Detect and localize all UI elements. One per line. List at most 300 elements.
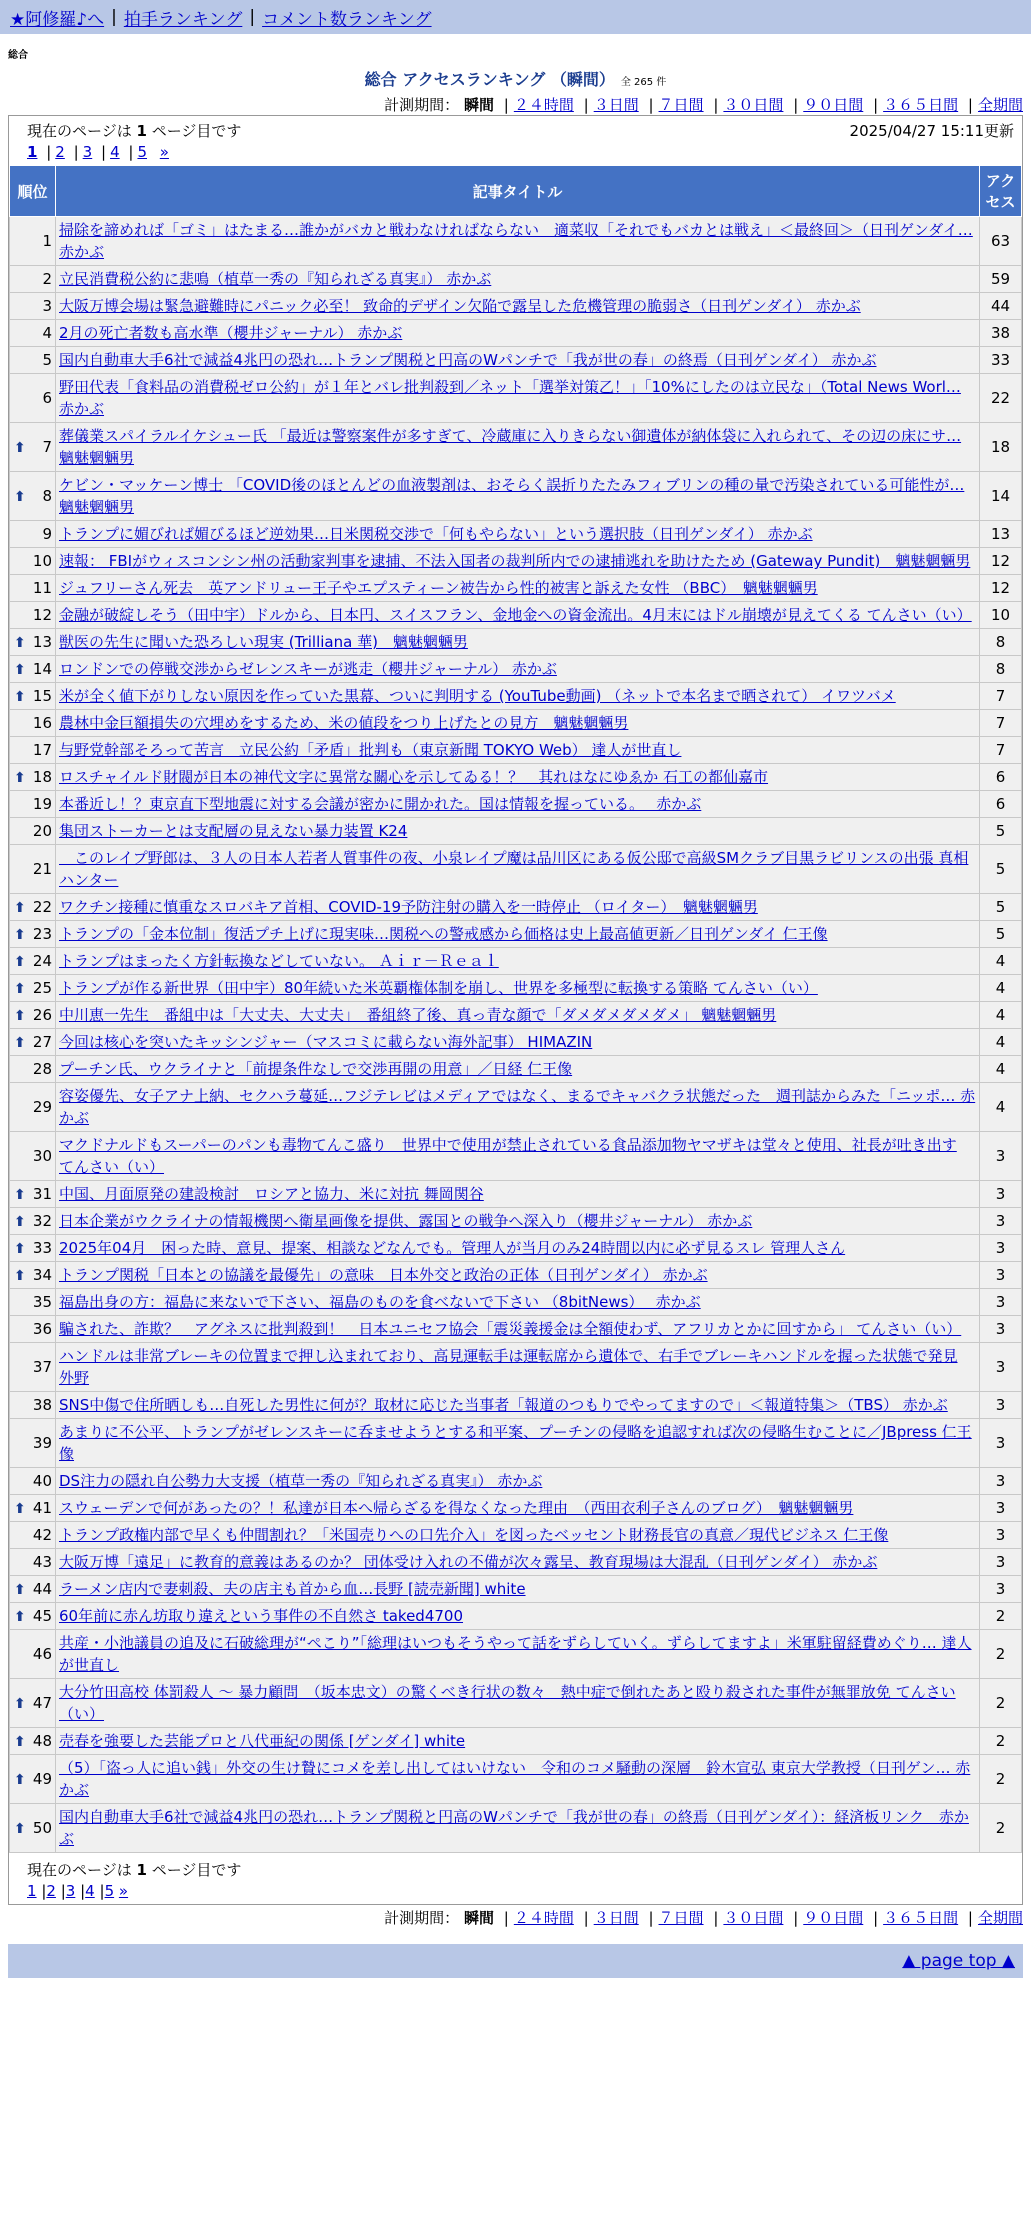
title-cell (56, 710, 980, 737)
access-count: 5 (980, 921, 1022, 948)
access-count: 3 (980, 1549, 1022, 1576)
pager-page-1[interactable]: 1 (27, 143, 38, 161)
ranking-container (8, 115, 1023, 1905)
title-cell (56, 320, 980, 347)
table-row (10, 1419, 1022, 1468)
title-cell (56, 845, 980, 894)
rank-up-arrow-icon: ⬆ (14, 770, 26, 786)
rank-cell (10, 266, 56, 293)
access-count: 14 (980, 472, 1022, 521)
rank-cell (10, 948, 56, 975)
access-count: 33 (980, 347, 1022, 374)
rank-cell (10, 548, 56, 575)
access-count: 18 (980, 423, 1022, 472)
rank-up-arrow-icon: ⬆ (14, 440, 26, 456)
rank-number: 32 (32, 1212, 52, 1230)
title-cell (56, 1289, 980, 1316)
article-link[interactable]: 農林中金巨額損失の穴埋めをするため、米の値段をつり上げたとの見方 魑魅魍魎男 (59, 714, 629, 732)
article-link[interactable]: 国内自動車大手6社で減益4兆円の恐れ…トランプ関税と円高のWパンチで「我が世の春」の終焉（日刊ゲンダイ）：経済板リンク 赤かぶ (59, 1808, 969, 1848)
rank-cell (10, 1002, 56, 1029)
access-count: 6 (980, 791, 1022, 818)
rank-number: 13 (32, 633, 52, 651)
pager-page-5[interactable]: 5 (104, 1882, 115, 1900)
rank-up-arrow-icon: ⬆ (14, 662, 26, 678)
access-count: 7 (980, 710, 1022, 737)
rank-up-arrow-icon: ⬆ (14, 1501, 26, 1517)
article-link[interactable]: プーチン氏、ウクライナと「前提条件なしで交渉再開の用意」／日経 仁王像 (59, 1060, 573, 1078)
rank-cell (10, 1603, 56, 1630)
rank-up-arrow-icon: ⬆ (14, 1582, 26, 1598)
article-link[interactable]: トランプに媚びれば媚びるほど逆効果…日米関税交渉で「何もやらない」という選択肢（日刊ゲンダイ） 赤かぶ (59, 525, 813, 543)
title-cell (56, 1419, 980, 1468)
table-row (10, 1392, 1022, 1419)
title-cell (56, 1208, 980, 1235)
rank-number: 44 (32, 1580, 52, 1598)
access-count: 2 (980, 1728, 1022, 1755)
nav-separator: | (249, 7, 256, 27)
title-cell (56, 347, 980, 374)
access-count: 3 (980, 1468, 1022, 1495)
rank-number: 36 (32, 1320, 52, 1338)
title-cell (56, 472, 980, 521)
access-count: 5 (980, 818, 1022, 845)
rank-number: 42 (32, 1526, 52, 1544)
title-cell (56, 791, 980, 818)
article-link[interactable]: トランプ政権内部で早くも仲間割れ？「米国売りへの口先介入」を図ったベッセント財務長官の真意／現代ビジネス 仁王像 (59, 1526, 889, 1544)
article-link[interactable]: ラーメン店内で妻刺殺、夫の店主も首から血…長野 [読売新聞] white (59, 1580, 526, 1598)
rank-number: 18 (32, 768, 52, 786)
period-24h[interactable]: ２４時間 (513, 1909, 574, 1927)
rank-number: 31 (32, 1185, 52, 1203)
title-cell (56, 575, 980, 602)
rank-number: 33 (32, 1239, 52, 1257)
rank-cell (10, 320, 56, 347)
rank-header: 順位 (10, 166, 56, 217)
access-count: 63 (980, 217, 1022, 266)
title-cell (56, 1316, 980, 1343)
rank-cell (10, 656, 56, 683)
rank-number: 19 (32, 795, 52, 813)
rank-number: 12 (32, 606, 52, 624)
pager-bottom: 1 |2 |3 |4 |5 » (27, 1882, 129, 1900)
rank-number: 6 (42, 389, 52, 407)
access-count: 13 (980, 521, 1022, 548)
rank-number: 14 (32, 660, 52, 678)
access-count: 3 (980, 1343, 1022, 1392)
article-link[interactable]: （5）「盗っ人に追い銭」外交の生け贄にコメを差し出してはいけない 令和のコメ騒動の深層 鈴木宣弘 東京大学教授（日刊ゲン… 赤かぶ (59, 1759, 971, 1799)
period-3d[interactable]: ３日間 (593, 96, 639, 114)
table-row (10, 818, 1022, 845)
title-cell (56, 1679, 980, 1728)
rank-cell (10, 1235, 56, 1262)
table-row (10, 1755, 1022, 1804)
table-row (10, 1316, 1022, 1343)
rank-cell (10, 374, 56, 423)
updated-timestamp: 2025/04/27 15:11更新 (849, 122, 1014, 140)
access-count: 6 (980, 764, 1022, 791)
pager-page-1[interactable]: 1 (27, 1882, 37, 1900)
rank-cell (10, 921, 56, 948)
period-90d[interactable]: ９０日間 (803, 96, 864, 114)
article-link[interactable]: 大阪万博会場は緊急避難時にパニック必至！ 致命的デザイン欠陥で露呈した危機管理の脆弱さ（日刊ゲンダイ） 赤かぶ (59, 297, 861, 315)
rank-up-arrow-icon: ⬆ (14, 1734, 26, 1750)
table-row (10, 948, 1022, 975)
period-30d[interactable]: ３０日間 (723, 1909, 784, 1927)
title-cell (56, 737, 980, 764)
comment-ranking-link[interactable]: コメント数ランキング (262, 9, 432, 30)
access-count: 7 (980, 737, 1022, 764)
article-link[interactable]: 国内自動車大手6社で減益4兆円の恐れ…トランプ関税と円高のWパンチで「我が世の春」の終焉（日刊ゲンダイ） 赤かぶ (59, 351, 877, 369)
rank-number: 38 (32, 1396, 52, 1414)
rank-cell (10, 1181, 56, 1208)
title-cell (56, 948, 980, 975)
asyura-home-link[interactable]: ★阿修羅♪へ (10, 9, 105, 30)
category-label: 総合 (8, 50, 28, 61)
access-count: 2 (980, 1755, 1022, 1804)
rank-cell (10, 602, 56, 629)
table-row (10, 602, 1022, 629)
period-all[interactable]: 全期間 (977, 1909, 1023, 1927)
title-cell (56, 217, 980, 266)
article-link[interactable]: スウェーデンで何があったの？！私達が日本へ帰らざるを得なくなった理由 （西田衣利子さんのブログ） 魑魅魍魎男 (59, 1499, 854, 1517)
rank-up-arrow-icon: ⬆ (14, 1008, 26, 1024)
table-row (10, 764, 1022, 791)
rank-number: 41 (32, 1499, 52, 1517)
article-link[interactable]: 容姿優先、女子アナ上納、セクハラ蔓延…フジテレビはメディアではなく、まるでキャバクラ状態だった 週刊誌からみた「ニッポ… 赤かぶ (59, 1087, 976, 1127)
table-row (10, 656, 1022, 683)
rank-cell (10, 764, 56, 791)
page-title (0, 67, 1031, 90)
rank-up-arrow-icon: ⬆ (14, 1772, 26, 1788)
rank-cell (10, 845, 56, 894)
article-link[interactable]: 大分竹田高校 体罰殺人 〜 暴力顧問 （坂本忠文）の驚くべき行状の数々 熱中症で倒れたあと殴り殺された事件が無罪放免 てんさい（い） (59, 1683, 956, 1723)
pager-next[interactable]: » (118, 1882, 129, 1900)
rank-cell (10, 1630, 56, 1679)
table-row (10, 1549, 1022, 1576)
rank-cell (10, 575, 56, 602)
rank-number: 45 (32, 1607, 52, 1625)
access-count: 7 (980, 683, 1022, 710)
article-link[interactable]: 大阪万博「遠足」に教育的意義はあるのか？ 団体受け入れの不備が次々露呈、教育現場は大混乱（日刊ゲンダイ） 赤かぶ (59, 1553, 878, 1571)
title-cell (56, 1630, 980, 1679)
rank-number: 35 (32, 1293, 52, 1311)
rank-up-arrow-icon: ⬆ (14, 927, 26, 943)
title-cell (56, 1468, 980, 1495)
page-top-link[interactable]: ▲ page top ▲ (902, 1951, 1015, 1971)
title-cell (56, 1343, 980, 1392)
period-30d[interactable]: ３０日間 (723, 96, 784, 114)
rank-number: 48 (32, 1732, 52, 1750)
table-row (10, 791, 1022, 818)
rank-number: 4 (42, 324, 52, 342)
period-7d[interactable]: ７日間 (658, 96, 704, 114)
title-cell (56, 423, 980, 472)
article-link[interactable]: 金融が破綻しそう（田中宇）ドルから、日本円、スイスフラン、金地金への資金流出。4月末にはドル崩壊が見えてくる てんさい（い） (59, 606, 972, 624)
table-row (10, 1002, 1022, 1029)
article-link[interactable]: SNS中傷で住所晒しも…自死した男性に何が？取材に応じた当事者「報道のつもりでやってますので」＜報道特集＞（TBS） 赤かぶ (59, 1396, 948, 1414)
access-count: 3 (980, 1262, 1022, 1289)
article-link[interactable]: トランプはまったく方針転換などしていない。 Ａｉｒ－Ｒｅａｌ (59, 952, 499, 970)
article-link[interactable]: ハンドルは非常ブレーキの位置まで押し込まれており、高見運転手は運転席から遺体で、右手でブレーキハンドルを握った状態で発見 外野 (59, 1347, 958, 1387)
rank-cell (10, 1468, 56, 1495)
rank-cell (10, 293, 56, 320)
title-cell (56, 521, 980, 548)
article-link[interactable]: あまりに不公平、トランプがゼレンスキーに呑ませようとする和平案、プーチンの侵略を追認すれば次の侵略生むことに／JBpress 仁王像 (59, 1423, 972, 1463)
rank-cell (10, 791, 56, 818)
title-cell (56, 1132, 980, 1181)
period-365d[interactable]: ３６５日間 (883, 1909, 959, 1927)
rank-cell (10, 683, 56, 710)
rank-number: 15 (32, 687, 52, 705)
title-cell (56, 1181, 980, 1208)
rank-up-arrow-icon: ⬆ (14, 689, 26, 705)
rank-cell (10, 710, 56, 737)
title-cell (56, 921, 980, 948)
article-link[interactable]: 日本企業がウクライナの情報機関へ衛星画像を提供、露国との戦争へ深入り（櫻井ジャーナル） 赤かぶ (59, 1212, 753, 1230)
title-header: 記事タイトル (56, 166, 980, 217)
table-row (10, 683, 1022, 710)
article-link[interactable]: 今回は核心を突いたキッシンジャー（マスコミに載らない海外記事） HIMAZIN (59, 1033, 593, 1051)
rank-number: 29 (32, 1098, 52, 1116)
title-cell (56, 1728, 980, 1755)
article-link[interactable]: 中川恵一先生 番組中は「大丈夫、大丈夫」 番組終了後、真っ青な顔で「ダメダメダメダメ」 魑魅魍魎男 (59, 1006, 777, 1024)
rank-number: 39 (32, 1434, 52, 1452)
title-cell (56, 894, 980, 921)
ranking-body (10, 217, 1022, 1853)
rank-number: 11 (32, 579, 52, 597)
article-link[interactable]: 60年前に赤ん坊取り違えという事件の不自然さ taked4700 (59, 1607, 464, 1625)
rank-cell (10, 1679, 56, 1728)
period-selector-bottom: 計測期間： 瞬間 | ２４時間 | ３日間 | ７日間 | ３０日間 | ９０日間 | ３６５日間 | 全期間 (384, 1909, 1023, 1927)
table-row (10, 472, 1022, 521)
table-row (10, 1630, 1022, 1679)
rank-up-arrow-icon: ⬆ (14, 1187, 26, 1203)
title-cell (56, 1576, 980, 1603)
rank-up-arrow-icon: ⬆ (14, 489, 26, 505)
rank-number: 22 (32, 898, 52, 916)
period-3d[interactable]: ３日間 (593, 1909, 639, 1927)
rank-cell (10, 347, 56, 374)
rank-number: 37 (32, 1358, 52, 1376)
title-cell (56, 1804, 980, 1853)
article-link[interactable]: 集団ストーカーとは支配層の見えない暴力装置 K24 (59, 822, 408, 840)
title-cell (56, 548, 980, 575)
article-link[interactable]: ジュフリーさん死去 英アンドリュー王子やエプスティーン被告から性的被害と訴えた女性 （BBC） 魑魅魍魎男 (59, 579, 818, 597)
table-row (10, 921, 1022, 948)
rank-up-arrow-icon: ⬆ (14, 1241, 26, 1257)
table-row (10, 1468, 1022, 1495)
article-link[interactable]: トランプの「金本位制」復活プチ上げに現実味…関税への警戒感から価格は史上最高値更新／日刊ゲンダイ 仁王像 (59, 925, 828, 943)
page-info-top (9, 116, 1022, 143)
rank-number: 10 (32, 552, 52, 570)
article-link[interactable]: 福島出身の方：福島に来ないで下さい、福島のものを食べないで下さい （8bitNews） 赤かぶ (59, 1293, 701, 1311)
table-row (10, 1603, 1022, 1630)
access-count: 4 (980, 1029, 1022, 1056)
access-count: 3 (980, 1235, 1022, 1262)
rank-cell (10, 1262, 56, 1289)
article-link[interactable]: 葬儀業スパイラルイケシュー氏 「最近は警察案件が多すぎて、冷蔵庫に入りきらない御遺体が納体袋に入れられて、その辺の床にサ… 魑魅魍魎男 (59, 427, 962, 467)
article-link[interactable]: 騙された、詐欺？ アグネスに批判殺到！ 日本ユニセフ協会「震災義援金は全額使わず、アフリカとかに回すから」 てんさい（い） (59, 1320, 962, 1338)
article-link[interactable]: ワクチン接種に慎重なスロバキア首相、COVID-19予防注射の購入を一時停止 （ロイター） 魑魅魍魎男 (59, 898, 758, 916)
period-label: 計測期間： (384, 1909, 460, 1927)
article-link[interactable]: 本番近し！？東京直下型地震に対する会議が密かに開かれた。国は情報を握っている。 赤かぶ (59, 795, 702, 813)
title-cell (56, 656, 980, 683)
table-row (10, 1679, 1022, 1728)
rank-cell (10, 629, 56, 656)
rank-up-arrow-icon: ⬆ (14, 954, 26, 970)
rank-cell (10, 1343, 56, 1392)
access-count: 22 (980, 374, 1022, 423)
rank-number: 34 (32, 1266, 52, 1284)
table-row (10, 1208, 1022, 1235)
rank-up-arrow-icon: ⬆ (14, 1214, 26, 1230)
access-count: 2 (980, 1630, 1022, 1679)
table-row (10, 575, 1022, 602)
ranking-title: 総合 アクセスランキング （瞬間） (364, 70, 615, 89)
access-count: 4 (980, 1083, 1022, 1132)
article-link[interactable]: トランプが作る新世界（田中宇）80年続いた米英覇権体制を崩し、世界を多極型に転換する策略 てんさい（い） (59, 979, 818, 997)
page-info-bottom: 現在のページは 1 ページ目です (27, 1861, 242, 1879)
rank-cell (10, 472, 56, 521)
article-link[interactable]: 与野党幹部そろって苦言 立民公約「矛盾」批判も（東京新聞 TOKYO Web） 達人が世直し (59, 741, 682, 759)
article-link[interactable]: 2025年04月 困った時、意見、提案、相談などなんでも。管理人が当月のみ24時間以内に必ず見るスレ 管理人さん (59, 1239, 846, 1257)
table-row (10, 1728, 1022, 1755)
title-cell (56, 1392, 980, 1419)
rank-up-arrow-icon: ⬆ (14, 1268, 26, 1284)
access-count: 3 (980, 1576, 1022, 1603)
pager-page-4[interactable]: 4 (85, 1882, 95, 1900)
article-link[interactable]: 野田代表「食料品の消費税ゼロ公約」が１年とバレ批判殺到／ネット「選挙対策乙！」「10%にしたのは立民な」（Total News Worl… 赤かぶ (59, 378, 961, 418)
title-cell (56, 629, 980, 656)
rank-cell (10, 975, 56, 1002)
rank-up-arrow-icon: ⬆ (14, 981, 26, 997)
rank-number: 30 (32, 1147, 52, 1165)
title-cell (56, 1549, 980, 1576)
period-label: 計測期間： (384, 96, 460, 114)
period-current: 瞬間 (463, 96, 494, 114)
table-row (10, 1132, 1022, 1181)
access-count: 38 (980, 320, 1022, 347)
rank-number: 23 (32, 925, 52, 943)
access-count: 2 (980, 1603, 1022, 1630)
nav-separator: | (111, 7, 117, 27)
period-all[interactable]: 全期間 (977, 96, 1023, 114)
table-row (10, 1522, 1022, 1549)
article-link[interactable]: このレイプ野郎は、３人の日本人若者人質事件の夜、小泉レイプ魔は品川区にある仮公邸で高級SMクラブ目黒ラビリンスの出張 真相ハンター (59, 849, 969, 889)
access-count: 2 (980, 1804, 1022, 1853)
rank-number: 49 (32, 1770, 52, 1788)
applause-ranking-link[interactable]: 拍手ランキング (123, 9, 243, 30)
title-cell (56, 1522, 980, 1549)
table-row (10, 1083, 1022, 1132)
table-row (10, 975, 1022, 1002)
pager-page-4[interactable]: 4 (110, 143, 120, 161)
access-count: 4 (980, 1056, 1022, 1083)
title-cell (56, 975, 980, 1002)
rank-cell (10, 423, 56, 472)
pager-page-2[interactable]: 2 (55, 143, 65, 161)
access-count: 8 (980, 656, 1022, 683)
article-link[interactable]: 2月の死亡者数も高水準（櫻井ジャーナル） 赤かぶ (59, 324, 403, 342)
rank-cell (10, 1289, 56, 1316)
title-cell (56, 683, 980, 710)
article-link[interactable]: 中国、月面原発の建設検討 ロシアと協力、米に対抗 舞岡関谷 (59, 1185, 484, 1203)
title-cell (56, 374, 980, 423)
access-count: 3 (980, 1419, 1022, 1468)
pager-page-3[interactable]: 3 (82, 143, 93, 161)
title-cell (56, 818, 980, 845)
table-row (10, 629, 1022, 656)
period-24h[interactable]: ２４時間 (513, 96, 574, 114)
table-header-row (10, 166, 1022, 217)
rank-cell (10, 1576, 56, 1603)
rank-number: 16 (32, 714, 52, 732)
rank-number: 25 (32, 979, 52, 997)
table-row (10, 710, 1022, 737)
rank-number: 17 (32, 741, 52, 759)
rank-up-arrow-icon: ⬆ (14, 1035, 26, 1051)
article-link[interactable]: ロンドンでの停戦交渉からゼレンスキーが逃走（櫻井ジャーナル） 赤かぶ (59, 660, 557, 678)
article-link[interactable]: ケビン・マッケーン博士 「COVID後のほとんどの血液製剤は、おそらく誤折りたたみフィブリンの種の量で汚染されている可能性が… 魑魅魍魎男 (59, 476, 965, 516)
table-row (10, 266, 1022, 293)
rank-number: 8 (42, 487, 52, 505)
rank-cell (10, 1728, 56, 1755)
access-count: 3 (980, 1522, 1022, 1549)
article-link[interactable]: 米が全く値下がりしない原因を作っていた黒幕、ついに判明する (YouTube動画) （ネットで本名まで晒されて） イワツバメ (59, 687, 896, 705)
title-cell (56, 1235, 980, 1262)
bottom-bar (8, 1944, 1023, 1978)
article-link[interactable]: 売春を強要した芸能プロと八代亜紀の関係 [ゲンダイ] white (59, 1732, 466, 1750)
total-count: 全 265 件 (620, 77, 667, 88)
title-cell (56, 1029, 980, 1056)
rank-cell (10, 818, 56, 845)
rank-up-arrow-icon: ⬆ (14, 1609, 26, 1625)
rank-number: 9 (42, 525, 52, 543)
article-link[interactable]: トランプ関税「日本との協議を最優先」の意味 日本外交と政治の正体（日刊ゲンダイ） 赤かぶ (59, 1266, 708, 1284)
article-link[interactable]: マクドナルドもスーパーのパンも毒物てんこ盛り 世界中で使用が禁止されている食品添加物ヤマザキは堂々と使用、社長が吐き出す てんさい（い） (59, 1136, 957, 1176)
access-count: 4 (980, 948, 1022, 975)
title-cell (56, 1083, 980, 1132)
period-365d[interactable]: ３６５日間 (883, 96, 959, 114)
rank-number: 20 (32, 822, 52, 840)
rank-cell (10, 1755, 56, 1804)
table-row (10, 293, 1022, 320)
period-90d[interactable]: ９０日間 (803, 1909, 864, 1927)
rank-up-arrow-icon: ⬆ (14, 1696, 26, 1712)
rank-number: 43 (32, 1553, 52, 1571)
rank-number: 5 (42, 351, 52, 369)
pager-page-5[interactable]: 5 (137, 143, 147, 161)
article-link[interactable]: 掃除を諦めれば「ゴミ」はたまる…誰かがバカと戦わなければならない 適菜収「それでもバカとは戦え」＜最終回＞（日刊ゲンダイ… 赤かぶ (59, 221, 973, 261)
period-7d[interactable]: ７日間 (658, 1909, 704, 1927)
pager-page-3[interactable]: 3 (65, 1882, 76, 1900)
period-selector-top: 計測期間： 瞬間 | ２４時間 | ３日間 | ７日間 | ３０日間 | ９０日間 | ３６５日間 | 全期間 (384, 96, 1023, 114)
pager-page-2[interactable]: 2 (46, 1882, 56, 1900)
article-link[interactable]: 共産・小池議員の追及に石破総理が“ぺこり”「総理はいつもそうやって話をずらしていく。ずらしてますよ」米軍駐留経費めぐり… 達人が世直し (59, 1634, 972, 1674)
rank-number: 26 (32, 1006, 52, 1024)
table-row (10, 347, 1022, 374)
article-link[interactable]: 速報： FBIがウィスコンシン州の活動家判事を逮捕、不法入国者の裁判所内での逮捕逃れを助けたため (Gateway Pundit) 魑魅魍魎男 (59, 552, 971, 570)
article-link[interactable]: DS注力の隠れ自公勢力大支援（植草一秀の『知られざる真実』） 赤かぶ (59, 1472, 543, 1490)
rank-cell (10, 894, 56, 921)
table-row (10, 548, 1022, 575)
pager-next[interactable]: » (159, 143, 169, 161)
article-link[interactable]: ロスチャイルド財閥が日本の神代文字に異常な關心を示してゐる！？ 其れはなにゆゑか 石工の都仙嘉市 (59, 768, 769, 786)
table-row (10, 845, 1022, 894)
title-cell (56, 1495, 980, 1522)
article-link[interactable]: 立民消費税公約に悲鳴（植草一秀の『知られざる真実』） 赤かぶ (59, 270, 492, 288)
article-link[interactable]: 獣医の先生に聞いた恐ろしい現実 (Trilliana 華) 魑魅魍魎男 (59, 633, 468, 651)
